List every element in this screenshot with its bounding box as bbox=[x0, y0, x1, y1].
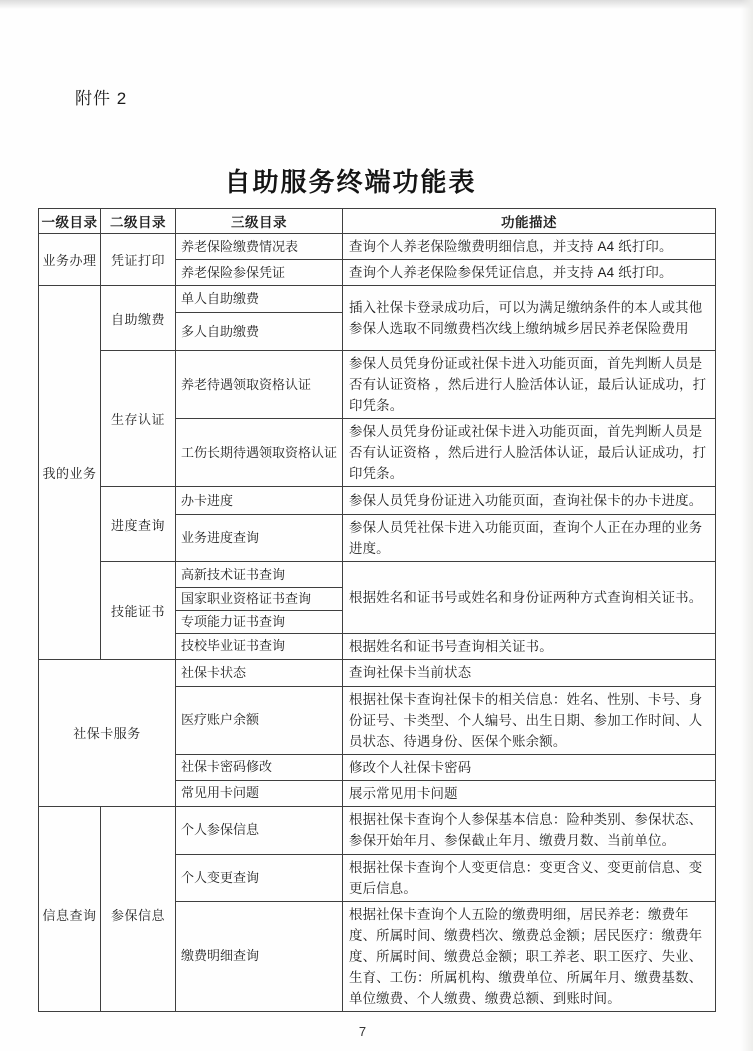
level3-cell: 多人自助缴费 bbox=[176, 313, 343, 351]
level3-cell: 高新技术证书查询 bbox=[176, 562, 343, 588]
level2-cell-progress-query: 进度查询 bbox=[101, 487, 176, 562]
description-cell: 查询社保卡当前状态 bbox=[343, 659, 716, 686]
level2-cell-life-certification: 生存认证 bbox=[101, 351, 176, 487]
description-cell: 参保人员凭身份证或社保卡进入功能页面，首先判断人员是否有认证资格 ，然后进行人脸活体认证，最后认证成功，打印凭条。 bbox=[343, 351, 716, 419]
description-cell: 查询个人养老保险参保凭证信息，并支持 A4 纸打印。 bbox=[343, 260, 716, 286]
description-cell: 参保人员凭身份证或社保卡进入功能页面，首先判断人员是否有认证资格 ，然后进行人脸活体认证，最后认证成功，打印凭条。 bbox=[343, 419, 716, 487]
description-cell: 根据社保卡查询个人参保基本信息：险种类别、参保状态、参保开始年月、参保截止年月、缴费月数、当前单位。 bbox=[343, 806, 716, 854]
description-cell: 根据姓名和证书号查询相关证书。 bbox=[343, 633, 716, 659]
level1-cell-social-card-service: 社保卡服务 bbox=[39, 659, 176, 806]
level3-cell: 工伤长期待遇领取资格认证 bbox=[176, 419, 343, 487]
level1-cell-my-business: 我的业务 bbox=[39, 286, 101, 660]
level3-cell: 缴费明细查询 bbox=[176, 901, 343, 1011]
table-row bbox=[39, 659, 716, 686]
description-cell: 展示常见用卡问题 bbox=[343, 780, 716, 806]
level3-cell: 养老待遇领取资格认证 bbox=[176, 351, 343, 419]
description-cell: 参保人员凭社保卡进入功能页面，查询个人正在办理的业务进度。 bbox=[343, 515, 716, 562]
level3-cell: 养老保险参保凭证 bbox=[176, 260, 343, 286]
header-level2: 二级目录 bbox=[101, 209, 176, 234]
level3-cell: 国家职业资格证书查询 bbox=[176, 588, 343, 611]
description-cell: 查询个人养老保险缴费明细信息，并支持 A4 纸打印。 bbox=[343, 234, 716, 260]
level3-cell: 社保卡密码修改 bbox=[176, 754, 343, 780]
table-row bbox=[39, 562, 716, 588]
header-description: 功能描述 bbox=[343, 209, 716, 234]
level1-cell-info-query: 信息查询 bbox=[39, 806, 101, 1011]
scan-shadow-top bbox=[0, 0, 753, 9]
table-row bbox=[39, 487, 716, 515]
description-cell: 根据姓名和证书号或姓名和身份证两种方式查询相关证书。 bbox=[343, 562, 716, 634]
level3-cell: 办卡进度 bbox=[176, 487, 343, 515]
table-row bbox=[39, 806, 716, 854]
level3-cell: 专项能力证书查询 bbox=[176, 610, 343, 633]
level1-cell-business-handling: 业务办理 bbox=[39, 234, 101, 286]
level3-cell: 技校毕业证书查询 bbox=[176, 633, 343, 659]
description-cell: 根据社保卡查询个人五险的缴费明细，居民养老：缴费年度、所属时间、缴费档次、缴费总金额；居民医疗：缴费年度、所属时间、缴费总金额；职工养老、职工医疗、失业、生育、工伤：所属机构、缴费单位、所属年月、缴费基数、单位缴费、个人缴费、缴费总额、到账时间。 bbox=[343, 901, 716, 1011]
level2-cell-self-payment: 自助缴费 bbox=[101, 286, 176, 351]
description-cell: 修改个人社保卡密码 bbox=[343, 754, 716, 780]
table-row bbox=[39, 234, 716, 260]
level3-cell: 医疗账户余额 bbox=[176, 686, 343, 754]
level3-cell: 社保卡状态 bbox=[176, 659, 343, 686]
level3-cell: 业务进度查询 bbox=[176, 515, 343, 562]
function-table bbox=[38, 208, 716, 1012]
header-level1: 一级目录 bbox=[39, 209, 101, 234]
scan-shadow-right bbox=[741, 0, 753, 1051]
page-number: 7 bbox=[358, 1024, 367, 1039]
table-row bbox=[39, 286, 716, 313]
attachment-label: 附件 2 bbox=[75, 89, 128, 108]
level2-cell-insured-info: 参保信息 bbox=[101, 806, 176, 1011]
description-cell: 插入社保卡登录成功后，可以为满足缴纳条件的本人或其他参保人选取不同缴费档次线上缴纳城乡居民养老保险费用 bbox=[343, 286, 716, 351]
level3-cell: 单人自助缴费 bbox=[176, 286, 343, 313]
document-title: 自助服务终端功能表 bbox=[224, 167, 477, 197]
description-cell: 参保人员凭身份证进入功能页面，查询社保卡的办卡进度。 bbox=[343, 487, 716, 515]
description-cell: 根据社保卡查询个人变更信息：变更含义、变更前信息、变更后信息。 bbox=[343, 854, 716, 901]
level2-cell-skill-certificate: 技能证书 bbox=[101, 562, 176, 660]
level3-cell: 养老保险缴费情况表 bbox=[176, 234, 343, 260]
level3-cell: 常见用卡问题 bbox=[176, 780, 343, 806]
description-cell: 根据社保卡查询社保卡的相关信息：姓名、性别、卡号、身份证号、卡类型、个人编号、出生日期、参加工作时间、人员状态、待遇身份、医保个账余额。 bbox=[343, 686, 716, 754]
level2-cell-voucher-print: 凭证打印 bbox=[101, 234, 176, 286]
table-header-row bbox=[39, 209, 716, 234]
level3-cell: 个人参保信息 bbox=[176, 806, 343, 854]
level3-cell: 个人变更查询 bbox=[176, 854, 343, 901]
table-row bbox=[39, 351, 716, 419]
header-level3: 三级目录 bbox=[176, 209, 343, 234]
